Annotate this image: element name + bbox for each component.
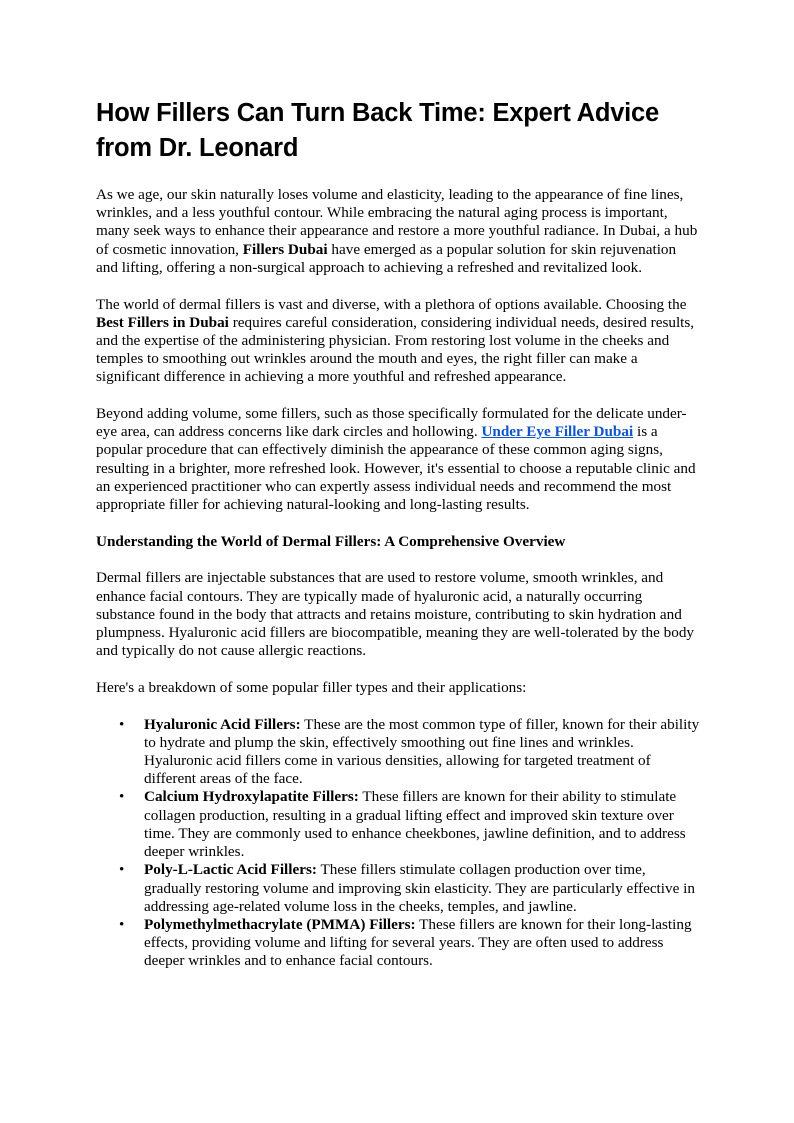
document-page xyxy=(96,96,700,971)
section-heading: Understanding the World of Dermal Fillers: A Comprehensive Overview xyxy=(96,532,566,550)
para2-text-before: The world of dermal fillers is vast and diverse, with a plethora of options available. Choosing the xyxy=(96,295,687,313)
filler-description: These fillers are known for their ability to stimulate collagen production, resulting in a gradual lifting effect and improved skin texture over time. They are commonly used to enhance cheekbones, jawline definition, and to address deeper wrinkles. xyxy=(144,788,686,861)
list-item xyxy=(119,861,700,916)
intro-text-after: have emerged as a popular solution for skin rejuvenation and lifting, offering a non-surgical approach to achieving a refreshed and revitalized look. xyxy=(96,240,677,276)
filler-name: Calcium Hydroxylapatite Fillers: xyxy=(144,788,359,806)
filler-name: Hyaluronic Acid Fillers: xyxy=(144,715,301,733)
filler-types-list xyxy=(96,716,700,971)
list-item xyxy=(119,788,700,861)
filler-description: These fillers stimulate collagen production over time, gradually restoring volume and improving skin elasticity. They are particularly effective in addressing age-related volume loss in the cheeks, temples, and jawline. xyxy=(144,861,695,915)
under-eye-paragraph xyxy=(96,405,700,514)
bullet-icon: • xyxy=(119,715,125,733)
filler-description: These fillers are known for their long-lasting effects, providing volume and lifting for several years. They are often used to address deeper wrinkles and to enhance facial contours. xyxy=(144,915,692,970)
para3-text-after: is a popular procedure that can effectively diminish the appearance of these common aging signs, resulting in a brighter, more refreshed look. However, it's essential to choose a reputable clinic and an experienced practitioner who can expertly assess individual needs and recommend the most appropriate filler for achieving natural-looking and long-lasting results. xyxy=(96,423,696,514)
bullet-icon: • xyxy=(119,915,125,933)
filler-name: Poly-L-Lactic Acid Fillers: xyxy=(144,861,317,879)
breakdown-intro-paragraph: Here's a breakdown of some popular filler types and their applications: xyxy=(96,678,527,696)
filler-description: These are the most common type of filler, known for their ability to hydrate and plump the skin, effectively smoothing out fine lines and wrinkles. Hyaluronic acid fillers come in various densities, allowing for targeted treatment of different areas of the face. xyxy=(144,715,700,788)
bullet-icon: • xyxy=(119,861,125,879)
under-eye-filler-link[interactable]: Under Eye Filler Dubai xyxy=(481,423,634,441)
intro-paragraph xyxy=(96,186,700,277)
best-fillers-paragraph xyxy=(96,296,700,387)
page-title: How Fillers Can Turn Back Time: Expert Advice from Dr. Leonard xyxy=(96,99,660,162)
para2-bold-keyword: Best Fillers in Dubai xyxy=(96,313,229,331)
list-item xyxy=(119,715,700,789)
intro-text-before: As we age, our skin naturally loses volume and elasticity, leading to the appearance of fine lines, wrinkles, and a less youthful contour. While embracing the natural aging process is important, many seek ways to enhance their appearance and restore a more youthful radiance. In Dubai, a hub of cosmetic innovation, xyxy=(96,186,698,258)
para3-text-before: Beyond adding volume, some fillers, such as those specifically formulated for the delicate under-eye area, can address concerns like dark circles and hollowing. xyxy=(96,405,687,441)
intro-bold-keyword: Fillers Dubai xyxy=(242,240,328,258)
dermal-fillers-paragraph: Dermal fillers are injectable substances that are used to restore volume, smooth wrinkles, and enhance facial contours. They are typically made of hyaluronic acid, a naturally occurring substance found in the body that attracts and retains moisture, contributing to skin hydration and plumpness. Hyaluronic acid fillers are biocompatible, meaning they are well-tolerated by the body and typically do not cause allergic reactions. xyxy=(96,569,695,660)
list-item xyxy=(119,915,700,971)
para2-text-after: requires careful consideration, considering individual needs, desired results, and the expertise of the administering physician. From restoring lost volume in the cheeks and temples to smoothing out wrinkles around the mouth and eyes, the right filler can make a significant difference in achieving a more youthful and refreshed appearance. xyxy=(96,313,695,386)
filler-name: Polymethylmethacrylate (PMMA) Fillers: xyxy=(144,915,416,933)
bullet-icon: • xyxy=(119,788,125,806)
